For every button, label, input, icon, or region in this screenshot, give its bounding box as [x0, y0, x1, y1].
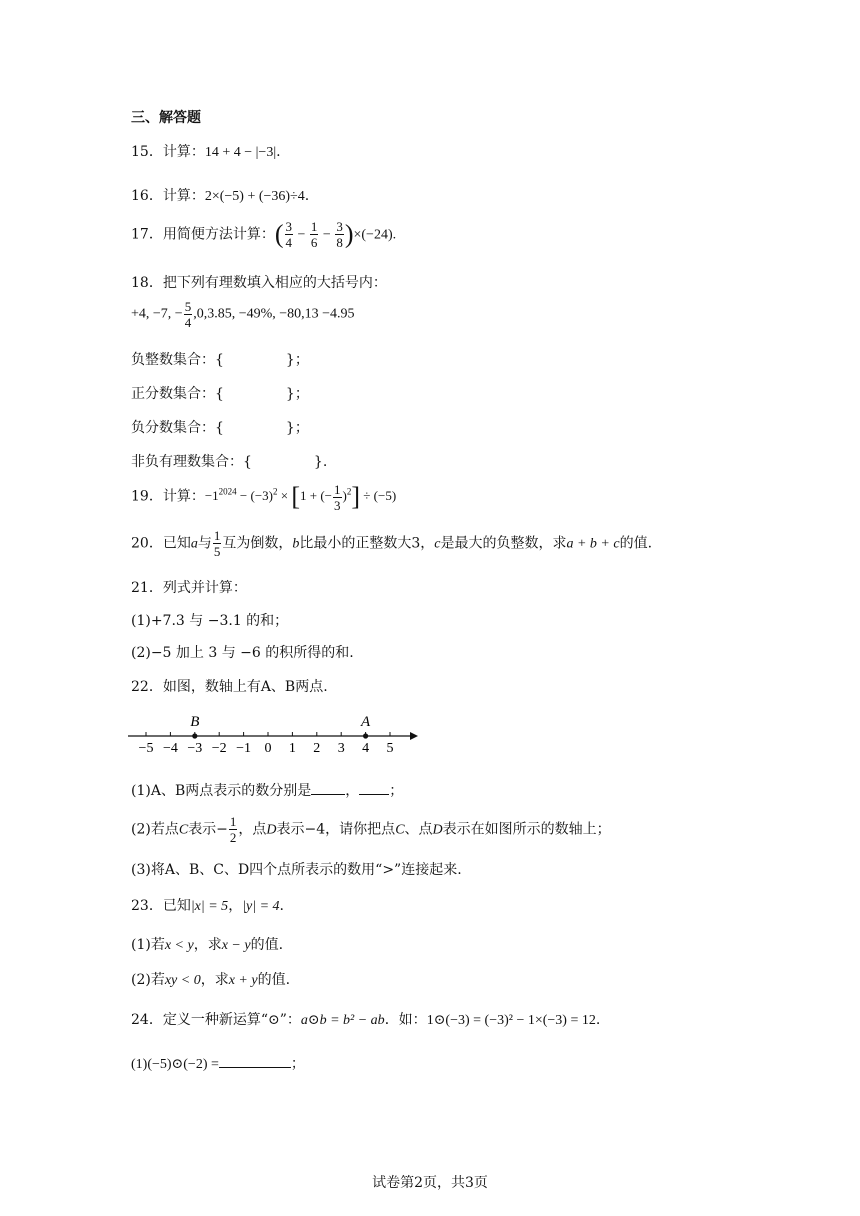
question-22-label: 22．如图，数轴上有A、B两点. — [131, 679, 328, 695]
axis-tick-label: −1 — [236, 741, 252, 756]
axis-tick-label: −2 — [211, 741, 227, 756]
q17-tail: ×(−24). — [353, 227, 397, 243]
q17-fraction-3: $\frac{3}{8}$ — [336, 219, 343, 250]
question-24-part-1: (1)(−5)⊙(−2) = ； — [131, 1056, 305, 1072]
q18-fraction: $\frac{5}{4}$ — [184, 299, 192, 330]
page-footer: 试卷第2页，共3页 — [372, 1175, 488, 1191]
point-b-dot — [192, 733, 197, 738]
set-negative-integers: 负整数集合：{ }； — [131, 352, 309, 368]
question-23-part-1: (1)若x < y，求x − y的值. — [131, 937, 284, 953]
question-22-part-2: (2)若点C表示− $\frac{1}{2}$ ，点D表示−4，请你把点C、点D表示在如图所示的数轴上； — [131, 814, 611, 845]
question-21-part-2: (2)−5 加上 3 与 −6 的积所得的和. — [131, 645, 354, 661]
axis-tick-label: −4 — [162, 741, 178, 756]
axis-tick-label: 4 — [362, 741, 370, 756]
axis-tick-label: 3 — [337, 741, 345, 756]
question-16 — [131, 185, 309, 205]
q16-label: 16．计算： — [131, 188, 205, 204]
question-23-part-2: (2)若xy < 0，求x + y的值. — [131, 972, 291, 988]
number-line — [126, 708, 426, 758]
question-22-part-3: (3)将A、B、C、D四个点所表示的数用“>”连接起来. — [131, 862, 462, 878]
q16-expression: 2×(−5) + (−36)÷4 — [204, 189, 305, 204]
q17-fraction-2: $\frac{1}{6}$ — [310, 219, 318, 250]
q15-label: 15．计算： — [131, 144, 205, 160]
question-18-numbers — [131, 299, 355, 330]
axis-tick-label: 2 — [313, 741, 321, 756]
question-23: 23．已知|x| = 5，|y| = 4. — [131, 898, 284, 914]
question-20: 20．已知a与 $\frac{1}{5}$ 互为倒数，b比最小的正整数大3，c是最大的负整数，求a + b + c的值. — [131, 528, 653, 559]
q15-tail: . — [276, 144, 281, 160]
q18-numbers-b: ,0,3.85, −49%, −80,13 −4.95 — [193, 306, 355, 322]
question-24: 24．定义一种新运算“⊙”：a⊙b = b² − ab．如：1⊙(−3) = (−3)² − 1×(−3) = 12. — [131, 1012, 601, 1028]
question-22-part-1: (1)A、B两点表示的数分别是 ， ； — [131, 783, 404, 799]
axis-tick-label: 0 — [264, 741, 272, 756]
q17-right-paren: ) — [344, 219, 354, 249]
q17-label: 17．用简便方法计算： — [131, 226, 275, 243]
question-17: 17．用简便方法计算：( $\frac{3}{4}$ − $\frac{1}{6}$ − $\frac{3}{8}$ )×(−24). — [131, 219, 397, 250]
question-15 — [131, 141, 281, 161]
question-18-label: 18．把下列有理数填入相应的大括号内： — [131, 275, 387, 291]
q15-expression: 14 + 4 − |−3| — [204, 145, 277, 160]
axis-arrow-icon — [410, 732, 418, 740]
axis-tick-label: −3 — [187, 741, 203, 756]
q19-label: 19．计算： — [131, 488, 205, 505]
q17-fraction-1: $\frac{3}{4}$ — [285, 219, 292, 250]
q18-numbers-a: +4, −7, − — [131, 306, 183, 322]
q16-tail: . — [304, 188, 310, 204]
axis-tick-label: 1 — [288, 741, 296, 756]
point-a-dot — [363, 733, 368, 738]
question-21-label: 21．列式并计算： — [131, 580, 247, 596]
answer-blank[interactable] — [219, 1054, 291, 1068]
set-positive-fractions: 正分数集合：{ }； — [131, 386, 309, 402]
set-nonnegative-rationals: 非负有理数集合：{ }. — [131, 454, 328, 470]
point-a-label: A — [361, 714, 371, 730]
axis-tick-label: 5 — [386, 741, 394, 756]
question-19: 19．计算：$-1^{2024} - (-3)^2 \times [1$ + (− $\frac{1}{3}$ )$^2$] ÷ (−5) — [131, 482, 397, 513]
set-negative-fractions: 负分数集合：{ }； — [131, 420, 309, 436]
axis-tick-label: −5 — [138, 741, 154, 756]
point-b-label: B — [190, 714, 200, 730]
q17-left-paren: ( — [274, 219, 284, 249]
section-title: 三、解答题 — [131, 110, 201, 126]
question-21-part-1: (1)+7.3 与 −3.1 的和； — [131, 613, 289, 629]
